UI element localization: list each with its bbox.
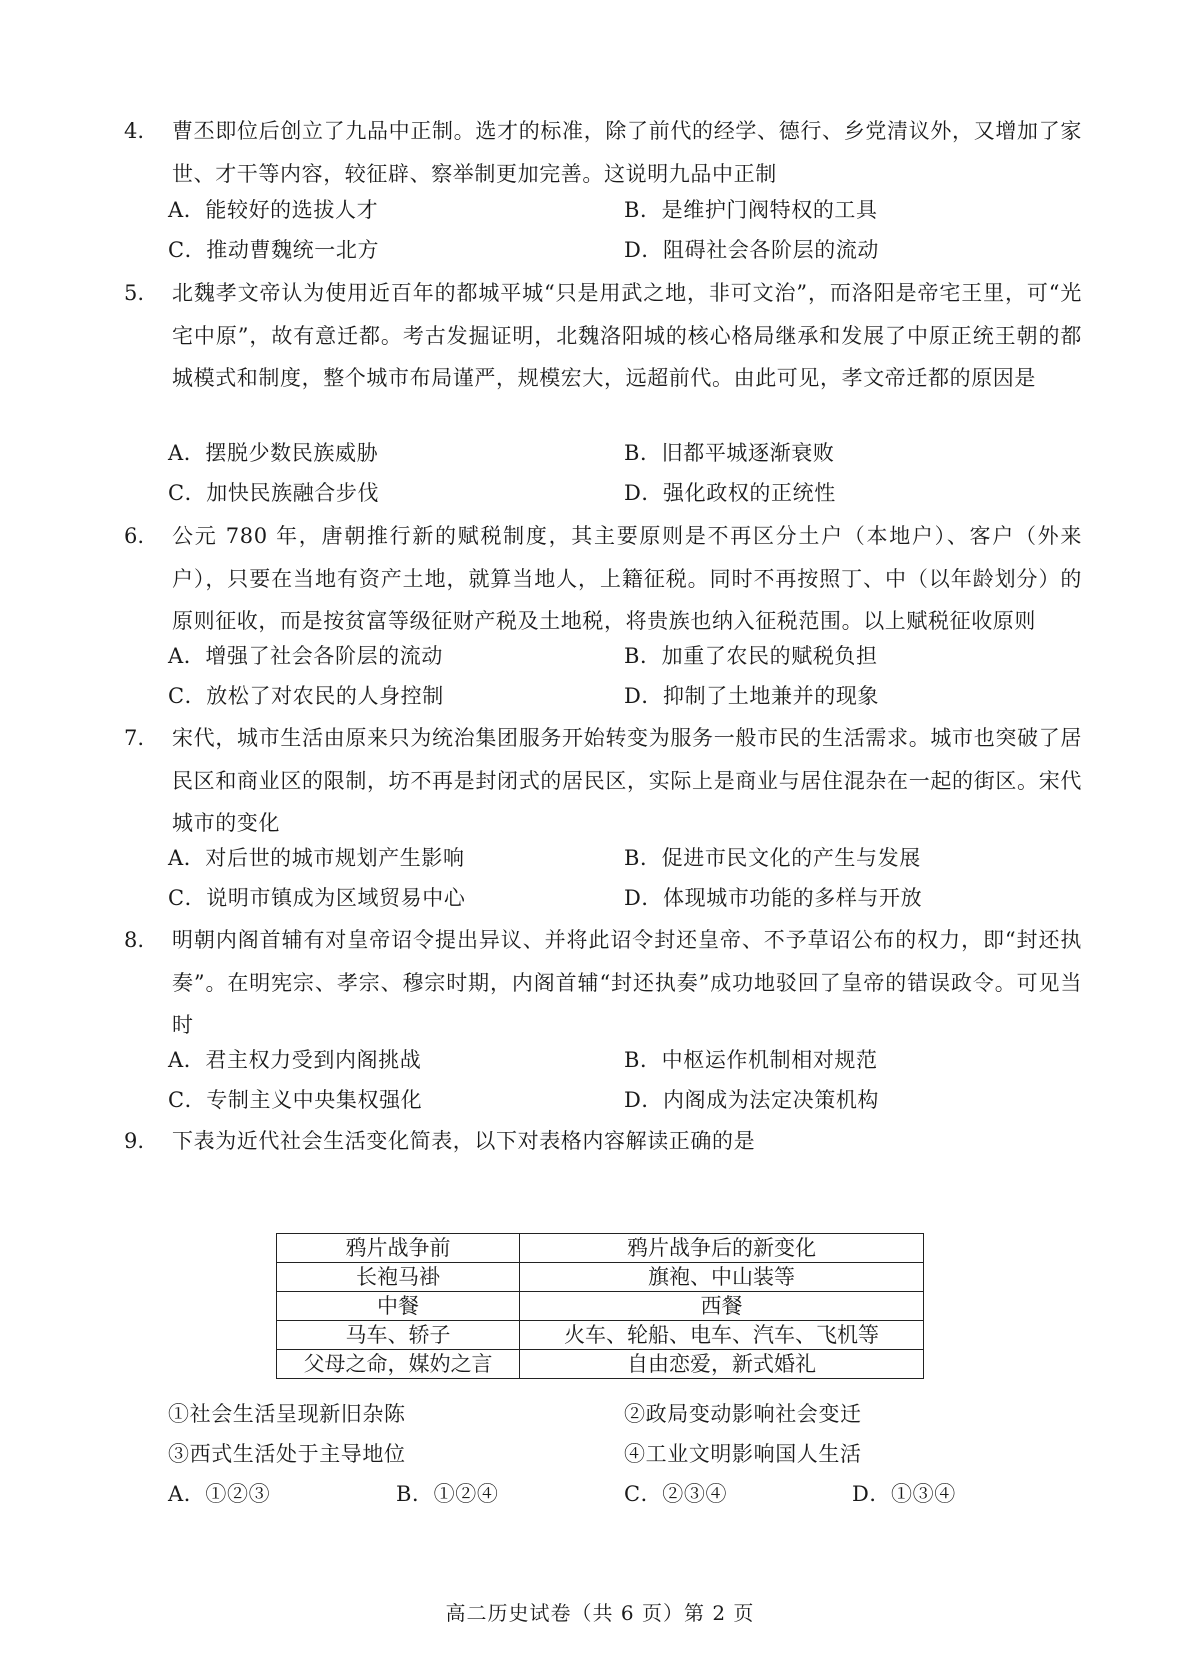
option-b[interactable]: B．是维护门阀特权的工具 bbox=[624, 198, 878, 222]
option-c[interactable]: C．②③④ bbox=[624, 1482, 728, 1506]
question-stem: 曹丕即位后创立了九品中正制。选才的标准，除了前代的经学、德行、乡党清议外，又增加了家世、才干等内容，较征辟、察举制更加完善。这说明九品中正制 bbox=[172, 119, 1082, 186]
option-a[interactable]: A．对后世的城市规划产生影响 bbox=[168, 846, 465, 870]
option-d[interactable]: D．①③④ bbox=[852, 1482, 956, 1506]
question-number: 9. bbox=[124, 1129, 145, 1153]
option-b[interactable]: B．旧都平城逐渐衰败 bbox=[624, 441, 835, 465]
table-row bbox=[277, 1263, 924, 1292]
table-cell: 长袍马褂 bbox=[277, 1263, 520, 1292]
table-row bbox=[277, 1321, 924, 1350]
table-cell: 父母之命，媒妁之言 bbox=[277, 1350, 520, 1379]
question-number: 5. bbox=[124, 281, 145, 305]
table-cell: 旗袍、中山装等 bbox=[520, 1263, 924, 1292]
table-cell: 西餐 bbox=[520, 1292, 924, 1321]
table-row bbox=[277, 1350, 924, 1379]
option-a[interactable]: A．君主权力受到内阁挑战 bbox=[168, 1048, 422, 1072]
option-c[interactable]: C．加快民族融合步伐 bbox=[168, 481, 380, 505]
table-header-row bbox=[277, 1234, 924, 1263]
statement-4: ④工业文明影响国人生活 bbox=[624, 1442, 862, 1466]
question-stem: 北魏孝文帝认为使用近百年的都城平城“只是用武之地，非可文治”，而洛阳是帝宅王里，可“光宅中原”，故有意迁都。考古发掘证明，北魏洛阳城的核心格局继承和发展了中原正统王朝的都城模式和制度，整个城市布局谨严，规模宏大，远超前代。由此可见，孝文帝迁都的原因是 bbox=[172, 281, 1082, 390]
question-stem: 明朝内阁首辅有对皇帝诏令提出异议、并将此诏令封还皇帝、不予草诏公布的权力，即“封还执奏”。在明宪宗、孝宗、穆宗时期，内阁首辅“封还执奏”成功地驳回了皇帝的错误政令。可见当时 bbox=[172, 928, 1082, 1037]
social-change-table bbox=[276, 1233, 924, 1379]
question-stem: 宋代，城市生活由原来只为统治集团服务开始转变为服务一般市民的生活需求。城市也突破了居民区和商业区的限制，坊不再是封闭式的居民区，实际上是商业与居住混杂在一起的街区。宋代城市的变化 bbox=[172, 726, 1082, 835]
option-c[interactable]: C．推动曹魏统一北方 bbox=[168, 238, 380, 262]
statement-2: ②政局变动影响社会变迁 bbox=[624, 1402, 862, 1426]
statement-1: ①社会生活呈现新旧杂陈 bbox=[168, 1402, 406, 1426]
option-a[interactable]: A．①②③ bbox=[168, 1482, 271, 1506]
option-d[interactable]: D．抑制了土地兼并的现象 bbox=[624, 684, 880, 708]
option-a[interactable]: A．增强了社会各阶层的流动 bbox=[168, 644, 443, 668]
table-cell: 中餐 bbox=[277, 1292, 520, 1321]
table-cell: 自由恋爱，新式婚礼 bbox=[520, 1350, 924, 1379]
option-d[interactable]: D．内阁成为法定决策机构 bbox=[624, 1088, 880, 1112]
option-d[interactable]: D．强化政权的正统性 bbox=[624, 481, 836, 505]
table-cell: 马车、轿子 bbox=[277, 1321, 520, 1350]
option-b[interactable]: B．①②④ bbox=[396, 1482, 499, 1506]
question-number: 8. bbox=[124, 928, 145, 952]
table-cell: 火车、轮船、电车、汽车、飞机等 bbox=[520, 1321, 924, 1350]
table-header-cell: 鸦片战争后的新变化 bbox=[520, 1234, 924, 1263]
question-number: 7. bbox=[124, 726, 145, 750]
option-b[interactable]: B．中枢运作机制相对规范 bbox=[624, 1048, 878, 1072]
statement-3: ③西式生活处于主导地位 bbox=[168, 1442, 406, 1466]
option-d[interactable]: D．阻碍社会各阶层的流动 bbox=[624, 238, 880, 262]
question-number: 4. bbox=[124, 119, 145, 143]
option-a[interactable]: A．摆脱少数民族威胁 bbox=[168, 441, 379, 465]
question-stem: 公元 780 年，唐朝推行新的赋税制度，其主要原则是不再区分土户（本地户）、客户（外来户），只要在当地有资产土地，就算当地人，上籍征税。同时不再按照丁、中（以年龄划分）的原则征收，而是按贫富等级征财产税及土地税，将贵族也纳入征税范围。以上赋税征收原则 bbox=[172, 524, 1082, 633]
question-number: 6. bbox=[124, 524, 145, 548]
option-c[interactable]: C．放松了对农民的人身控制 bbox=[168, 684, 444, 708]
option-b[interactable]: B．加重了农民的赋税负担 bbox=[624, 644, 878, 668]
table-row bbox=[277, 1292, 924, 1321]
option-c[interactable]: C．说明市镇成为区域贸易中心 bbox=[168, 886, 466, 910]
question-stem: 下表为近代社会生活变化简表，以下对表格内容解读正确的是 bbox=[172, 1129, 756, 1153]
option-d[interactable]: D．体现城市功能的多样与开放 bbox=[624, 886, 923, 910]
option-c[interactable]: C．专制主义中央集权强化 bbox=[168, 1088, 423, 1112]
option-a[interactable]: A．能较好的选拔人才 bbox=[168, 198, 379, 222]
table-header-cell: 鸦片战争前 bbox=[277, 1234, 520, 1263]
page-footer: 高二历史试卷（共 6 页）第 2 页 bbox=[445, 1601, 755, 1625]
option-b[interactable]: B．促进市民文化的产生与发展 bbox=[624, 846, 921, 870]
